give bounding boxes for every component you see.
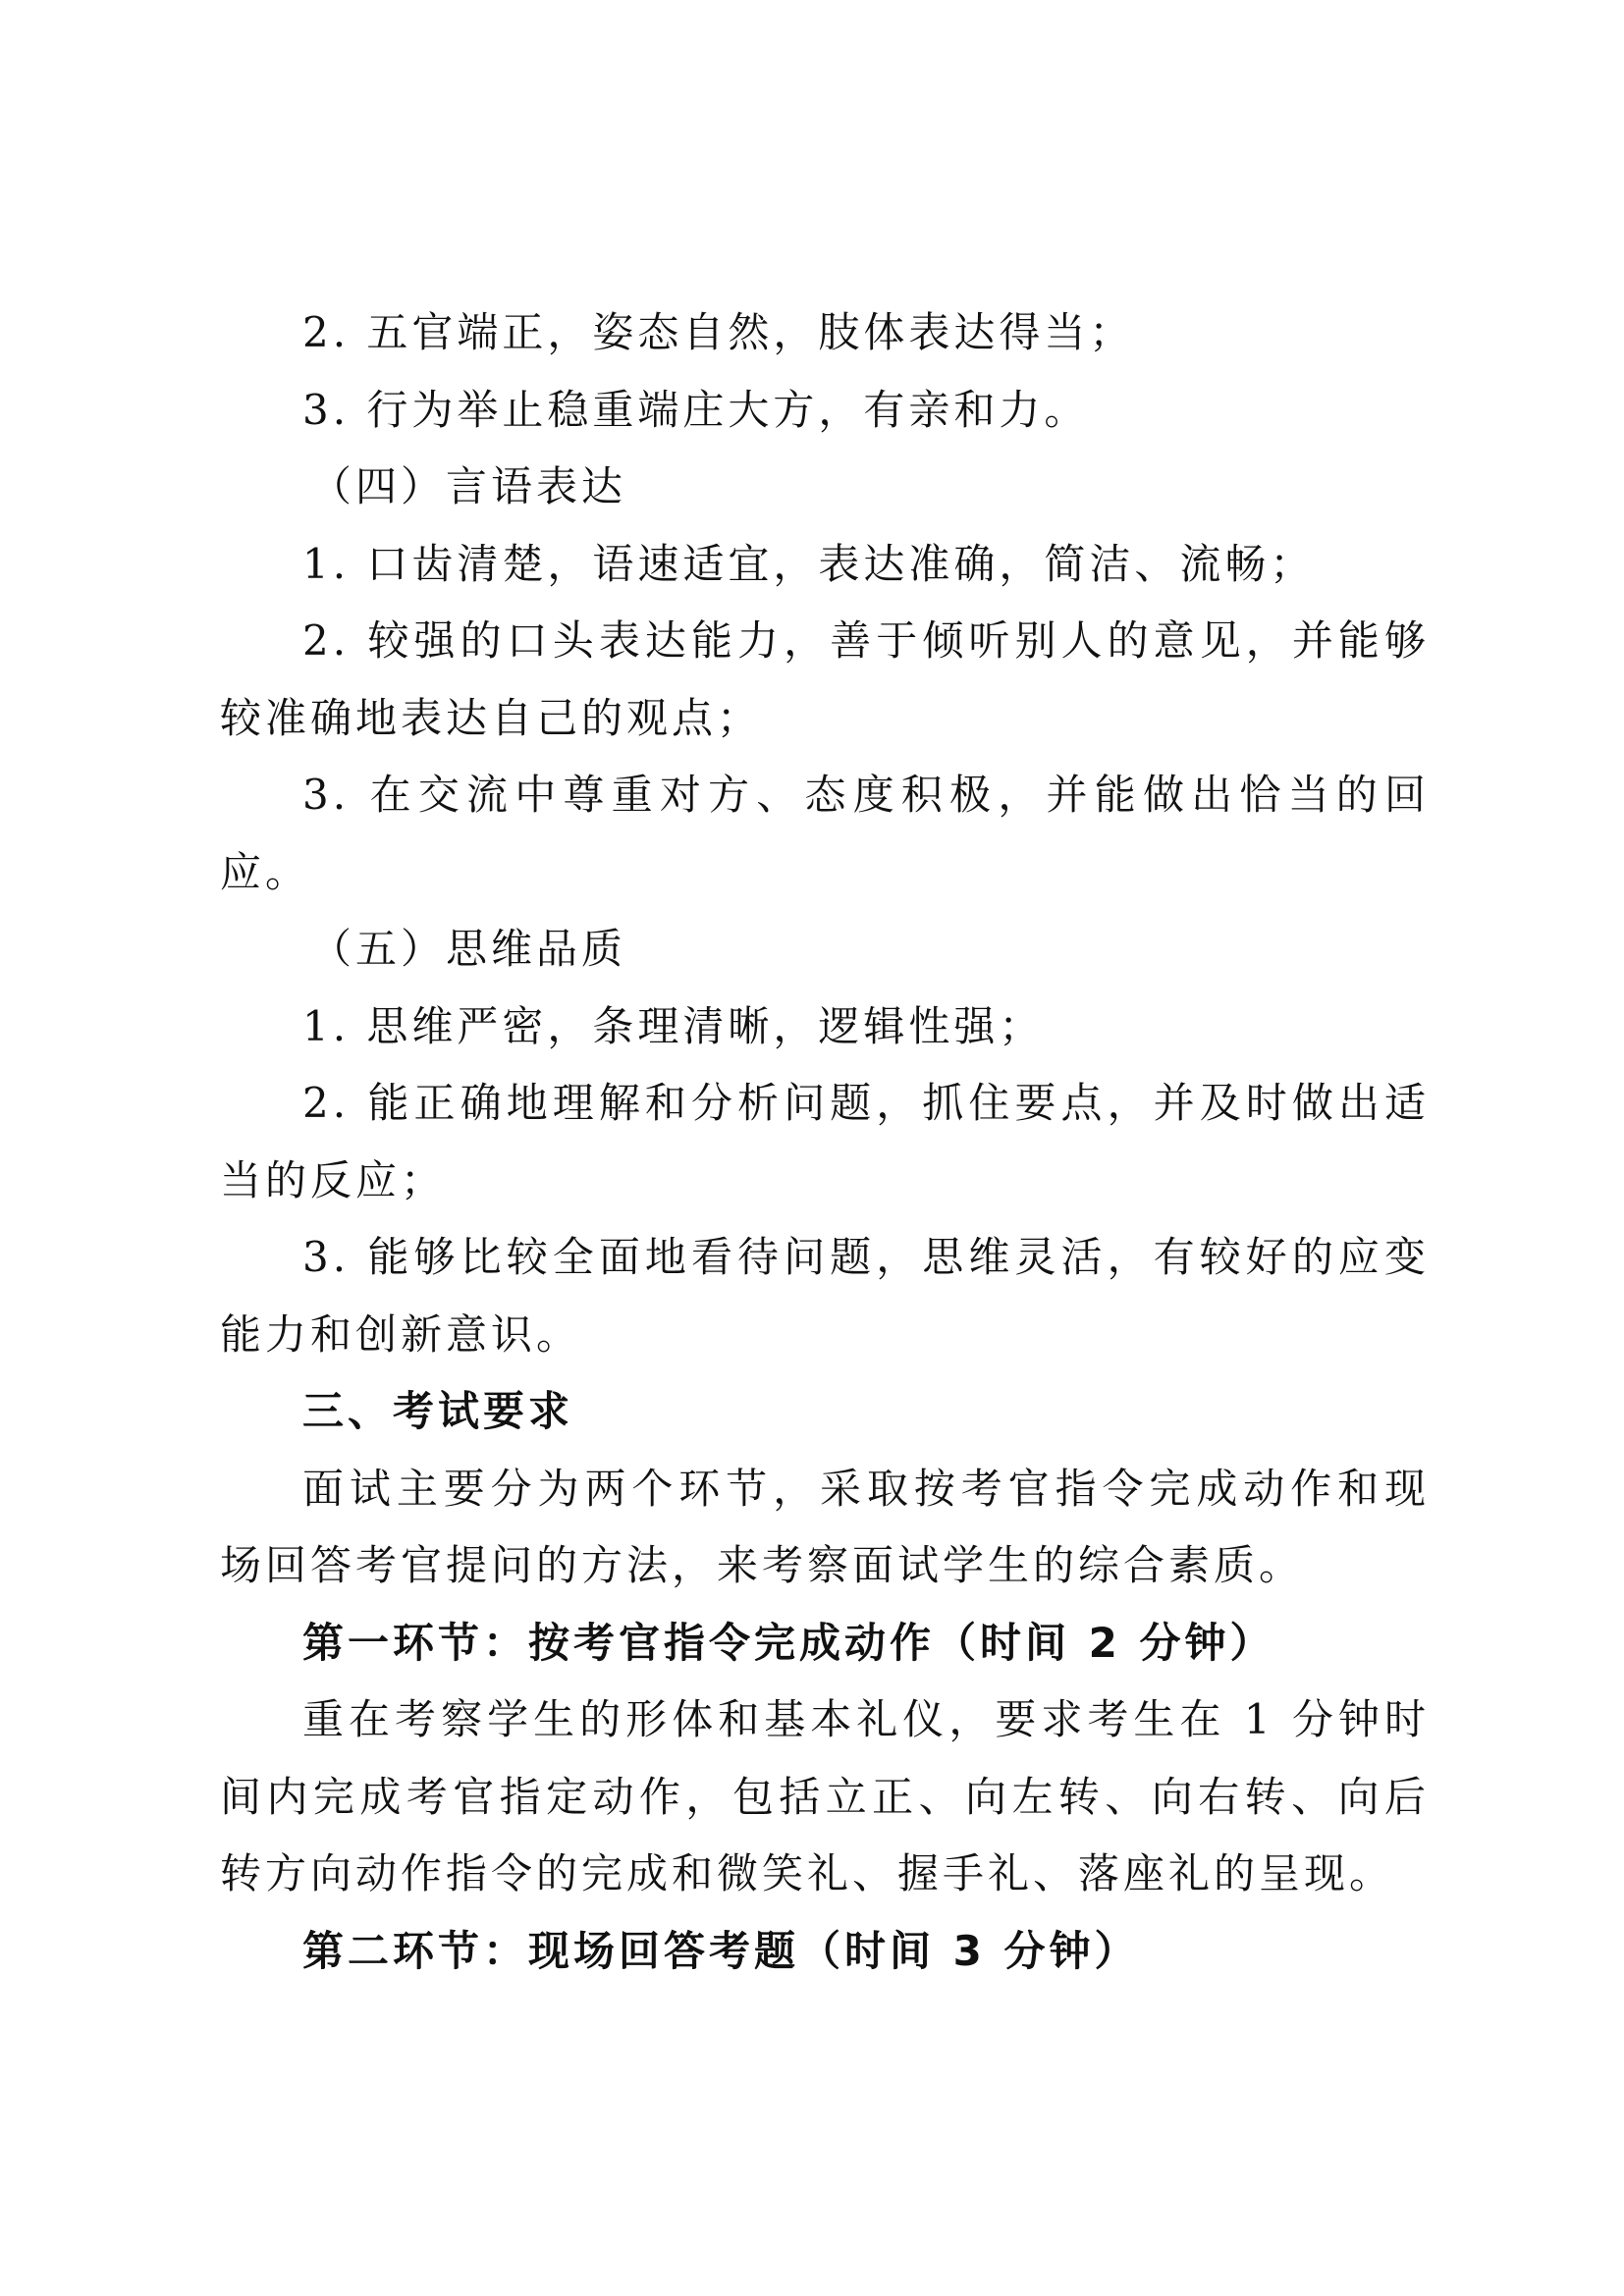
subsection-heading-language: （四）言语表达 [310,462,627,510]
criterion-appearance-2: 2. 五官端正，姿态自然，肢体表达得当； [302,308,1135,356]
step-one-heading: 第一环节：按考官指令完成动作（时间 2 分钟） [302,1618,1275,1667]
criterion-appearance-3: 3. 行为举止稳重端庄大方，有亲和力。 [302,385,1090,434]
criterion-thinking-3: 3. 能够比较全面地看待问题，思维灵活，有较好的应变能力和创新意识。 [220,1233,1430,1359]
document-body [220,294,1430,1990]
step-two-heading: 第二环节：现场回答考题（时间 3 分钟） [302,1926,1140,1975]
section-heading-exam-requirements: 三、考试要求 [302,1387,574,1435]
criterion-language-2: 2. 较强的口头表达能力，善于倾听别人的意见，并能够较准确地表达自己的观点； [220,616,1430,742]
subsection-heading-thinking: （五）思维品质 [310,925,627,973]
criterion-thinking-2: 2. 能正确地理解和分析问题，抓住要点，并及时做出适当的反应； [220,1079,1430,1204]
step-one-description: 重在考察学生的形体和基本礼仪，要求考生在 1 分钟时间内完成考官指定动作，包括立正、向左转、向右转、向后转方向动作指令的完成和微笑礼、握手礼、落座礼的呈现。 [220,1695,1430,1897]
criterion-thinking-1: 1. 思维严密，条理清晰，逻辑性强； [302,1001,1045,1050]
exam-overview-paragraph: 面试主要分为两个环节，采取按考官指令完成动作和现场回答考官提问的方法，来考察面试学生的综合素质。 [220,1464,1430,1589]
criterion-language-1: 1. 口齿清楚，语速适宜，表达准确，简洁、流畅； [302,539,1316,588]
criterion-language-3: 3. 在交流中尊重对方、态度积极，并能做出恰当的回应。 [220,771,1430,896]
